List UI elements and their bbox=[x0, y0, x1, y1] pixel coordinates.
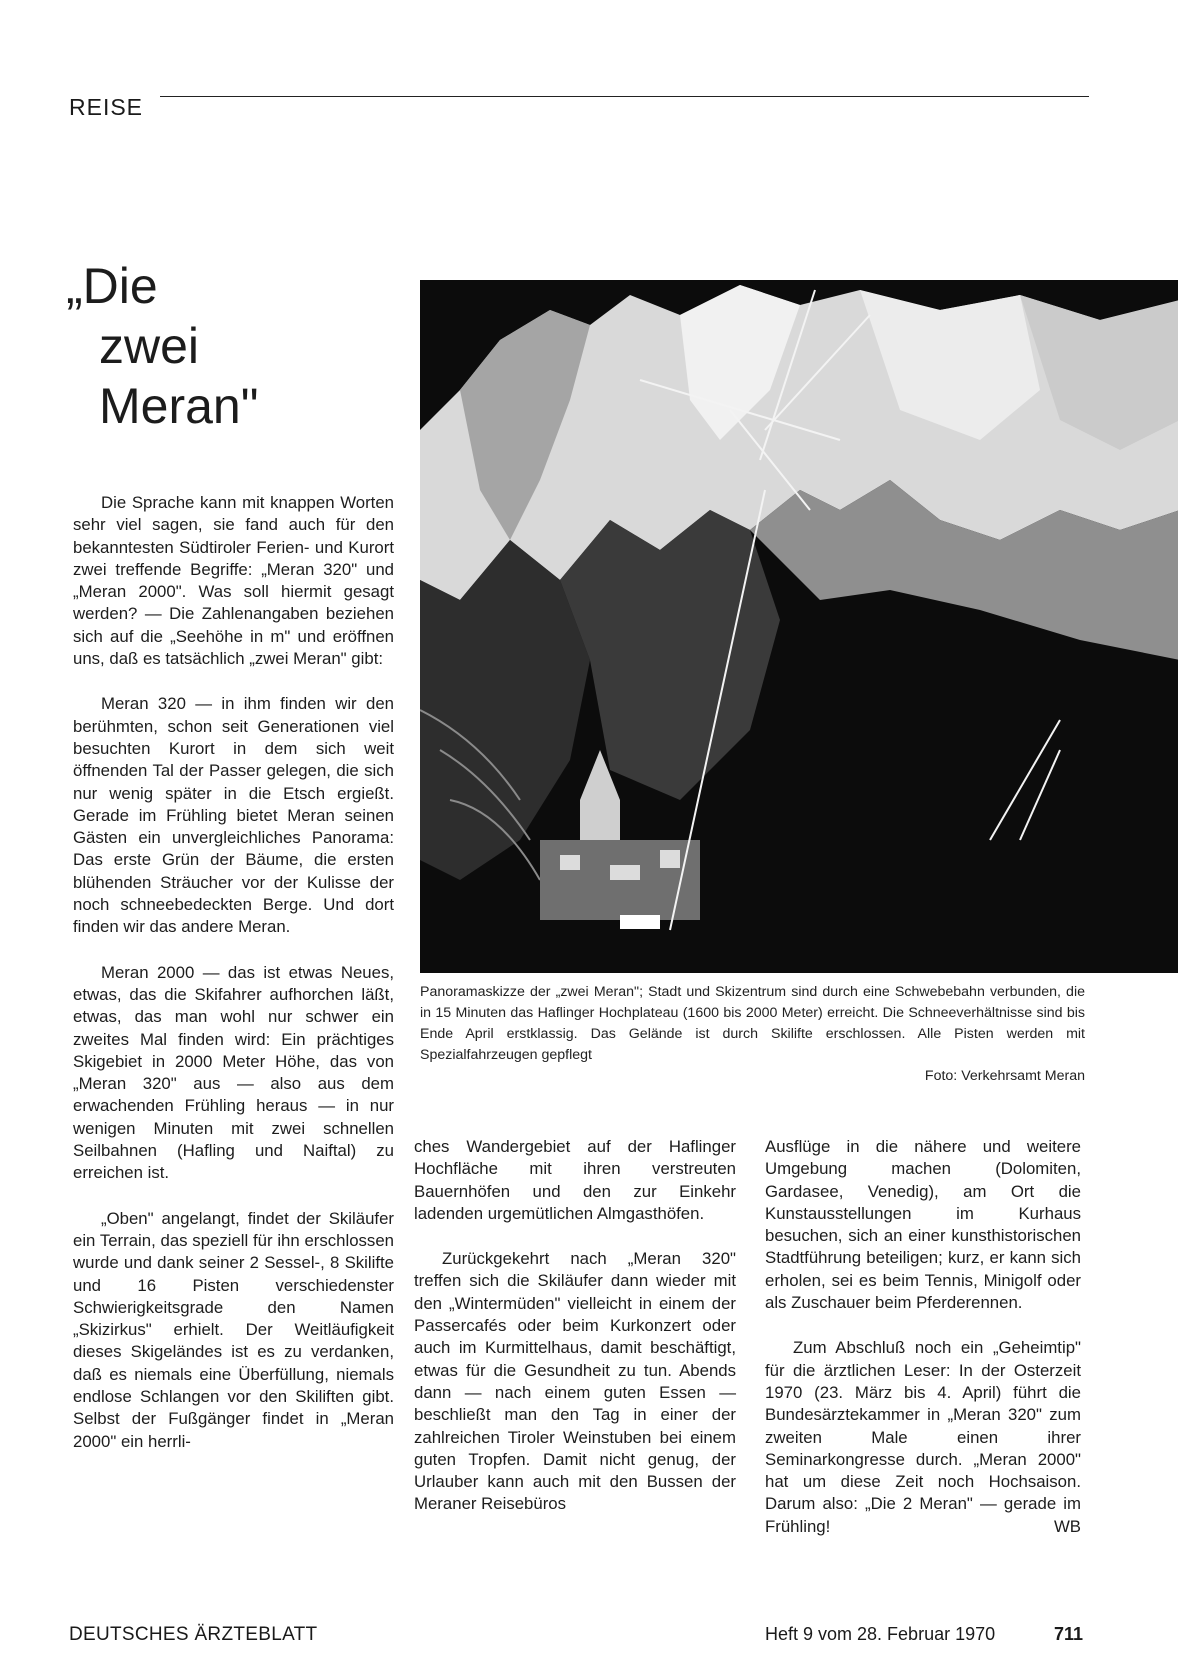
paragraph: ches Wandergebiet auf der Haflinger Hochfläche mit ihren verstreuten Bauernhöfen und den zur Einkehr ladenden urgemütlichen Almgasthöfen. bbox=[414, 1137, 736, 1223]
paragraph: Meran 320 — in ihm finden wir den berühmten, schon seit Generationen viel besuchten Kurort in dem sich weit öffnenden Tal der Passer gelegen, die sich nur wenig später in die Etsch ergießt. Gerade im Frühling bietet Meran seinen Gästen ein unvergleichliches Panorama: Das erste Grün der Bäume, die ersten blühenden Sträucher vor der Kulisse der noch schneebedeckten Berge. Und dort finden wir das andere Meran. bbox=[73, 694, 394, 937]
paragraph: Ausflüge in die nähere und weitere Umgebung machen (Dolomiten, Gardasee, Venedig), am Ort die Kunstausstellungen im Kurhaus besuchen, sich an einer kunsthistorischen Stadtführung beteiligen; kurz, er kann sich erholen, sei es beim Tennis, Minigolf oder als Zuschauer beim Pferderennen. bbox=[765, 1137, 1081, 1313]
paragraph: Zurückgekehrt nach „Meran 320" treffen sich die Skiläufer dann wieder mit den „Wintermüden" vielleicht in einem der Passercafés oder beim Kurkonzert oder auch im Kurmittelhaus, damit beschäftigt, etwas für die Gesundheit zu tun. Abends dann — nach einem guten Essen — beschließt man den Tag in einer der zahlreichen Tiroler Weinstuben bei einem guten Tropfen. Damit nicht genug, der Urlauber kann auch mit den Bussen der Meraner Reisebüros bbox=[414, 1249, 736, 1514]
issue-info: Heft 9 vom 28. Februar 1970 bbox=[765, 1624, 996, 1644]
paragraph: Meran 2000 — das ist etwas Neues, etwas, das die Skifahrer aufhorchen läßt, etwas, das man wohl nur schwer ein zweites Mal finden wird: Ein prächtiges Skigebiet in 2000 Meter Höhe, das von „Meran 320" aus — also aus dem erwachenden Frühling heraus — in nur wenigen Minuten mit zwei schnellen Seilbahnen (Hafling und Naiftal) zu erreichen ist. bbox=[73, 962, 394, 1183]
panorama-photo bbox=[420, 280, 1178, 973]
paragraph: „Oben" angelangt, findet der Skiläufer ein Terrain, das speziell für ihn erschlossen wurde und dank seiner 2 Sessel-, 8 Skilifte und 16 Pisten verschiedenster Schwierigkeitsgrade den Namen „Skizirkus" erhielt. Der Weitläufigkeit dieses Skigeländes ist es zu verdanken, daß es niemals eine Überfüllung, niemals endlose Schlangen vor den Skiliften gibt. Selbst der Fußgänger findet in „Meran 2000" ein herrli- bbox=[73, 1208, 394, 1451]
title-line-2: zwei bbox=[99, 318, 200, 374]
text-column-1 bbox=[73, 492, 394, 1476]
caption-text: Panoramaskizze der „zwei Meran"; Stadt und Skizentrum sind durch eine Schwebebahn verbunden, die in 15 Minuten das Haflinger Hochplateau (1600 bis 2000 Meter) erreicht. Die Schneeverhältnisse sind bis Ende April erstklassig. Das Gelände ist durch Skilifte erschlossen. Alle Pisten werden mit Spezialfahrzeugen gepflegt bbox=[420, 984, 1085, 1063]
paragraph: Die Sprache kann mit knappen Worten sehr viel sagen, sie fand auch für den bekanntesten Südtiroler Ferien- und Kurort zwei treffende Begriffe: „Meran 320" und „Meran 2000". Was soll hiermit gesagt werden? — Die Zahlenangaben beziehen sich auf die „Seehöhe in m" und eröffnen uns, daß es tatsächlich „zwei Meran" gibt: bbox=[73, 493, 394, 669]
header-rule bbox=[160, 96, 1089, 97]
paragraph: Zum Abschluß noch ein „Geheimtip" für die ärztlichen Leser: In der Osterzeit 1970 (23. März bis 4. April) führt die Bundesärztekammer in „Meran 320" zum zweiten Male einen ihrer Seminarkongresse durch. „Meran 2000" hat um diese Zeit noch Hochsaison. Darum also: „Die 2 Meran" — gerade im Frühling! bbox=[765, 1338, 1081, 1536]
author-initials: WB bbox=[1053, 1517, 1081, 1537]
text-column-3 bbox=[765, 1136, 1081, 1538]
article-title bbox=[66, 256, 258, 436]
page-number: 711 bbox=[1054, 1624, 1084, 1644]
section-label: REISE bbox=[69, 94, 144, 120]
photo-caption bbox=[420, 982, 1085, 1087]
title-line-3: Meran" bbox=[99, 378, 259, 434]
text-column-2 bbox=[414, 1136, 736, 1539]
photo-credit: Foto: Verkehrsamt Meran bbox=[924, 1068, 1085, 1084]
title-line-1: „Die bbox=[66, 258, 158, 314]
journal-name: DEUTSCHES ÄRZTEBLATT bbox=[69, 1624, 318, 1645]
